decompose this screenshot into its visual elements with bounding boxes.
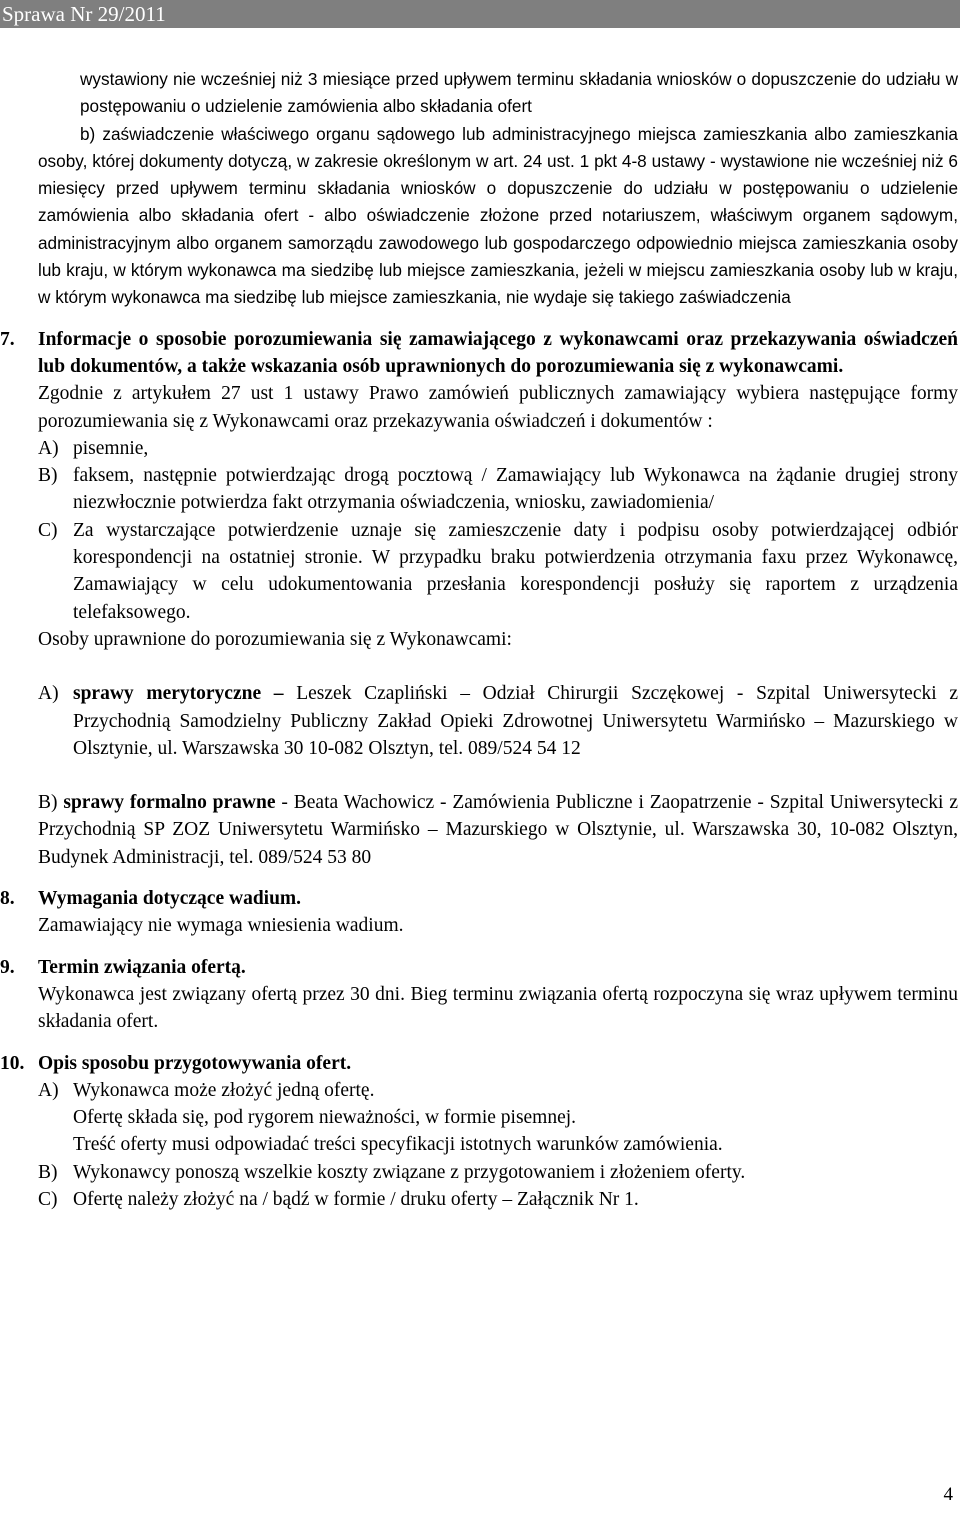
section-7-item-a (38, 435, 958, 462)
section-10-item-a-line-2: Ofertę składa się, pod rygorem nieważności, w formie pisemnej. (73, 1107, 577, 1129)
item-text: Wykonawca może złożyć jedną ofertę. (73, 1079, 375, 1101)
section-10-item-c (38, 1186, 958, 1213)
section-9-number: 9. (0, 956, 15, 978)
section-10 (0, 1050, 958, 1214)
intro-paragraph-a: wystawiony nie wcześniej niż 3 miesiące przed upływem terminu składania wniosków o dopuszczenie do udziału w postępowaniu o udzielenie zamówienia albo składania ofert (80, 69, 958, 117)
persons-label: Osoby uprawnione do porozumiewania się z Wykonawcami: (38, 628, 512, 650)
section-7-number: 7. (0, 328, 15, 350)
section-10-number: 10. (0, 1052, 25, 1074)
contact-details: - Beata Wachowicz - Zamówienia Publiczne i Zaopatrzenie - Szpital Uniwersytecki z Przychodnią SP ZOZ Uniwersytetu Warmińsko – Mazurskiego w Olsztynie, ul. Warszawska 30, 10-082 Olsztyn, Budynek Administracji, tel. 089/524 53 80 (38, 792, 958, 868)
item-text: Za wystarczające potwierdzenie uznaje się zamieszczenie daty i podpisu osoby potwierdzającej odbiór korespondencji na ostatniej stronie. W przypadku braku potwierdzenia otrzymania faxu przez Wykonawcę, Zamawiający w celu udokumentowania przesłania korespondencji posłuży się raportem z urządzenia telefaksowego. (73, 519, 958, 623)
item-marker: B) (38, 465, 58, 487)
intro-block (38, 66, 958, 312)
section-10-item-a-line-3: Treść oferty musi odpowiadać treści specyfikacji istotnych warunków zamówienia. (73, 1134, 723, 1156)
section-9-heading: Termin związania ofertą. (38, 956, 246, 978)
section-7-item-c (38, 517, 958, 626)
item-text: pisemnie, (73, 437, 149, 459)
contact-role: sprawy formalno prawne (63, 792, 276, 814)
item-marker: A) (38, 437, 59, 459)
item-marker: B) (38, 1161, 58, 1183)
document-body (0, 66, 958, 1213)
section-8-text: Zamawiający nie wymaga wniesienia wadium. (38, 915, 404, 937)
section-8-number: 8. (0, 888, 15, 910)
contact-details: Leszek Czapliński – Odział Chirurgii Szczękowej - Szpital Uniwersytecki z Przychodnią Samodzielny Publiczny Zakład Opieki Zdrowotnej Uniwersytetu Warmińsko – Mazurskiego w Olsztynie, ul. Warszawska 30 10-082 Olsztyn, tel. 089/524 54 12 (73, 683, 958, 759)
item-text: Wykonawcy ponoszą wszelkie koszty związane z przygotowaniem i złożeniem oferty. (73, 1161, 746, 1183)
section-9 (0, 954, 958, 1036)
section-9-text: Wykonawca jest związany ofertą przez 30 dni. Bieg terminu związania ofertą rozpoczyna się wraz upływem terminu składania ofert. (38, 983, 958, 1033)
section-10-item-a (38, 1077, 958, 1104)
section-10-item-b (38, 1159, 958, 1186)
item-marker: A) (38, 683, 59, 705)
item-marker: C) (38, 519, 58, 541)
section-7-paragraph: Zgodnie z artykułem 27 ust 1 ustawy Prawo zamówień publicznych zamawiający wybiera następujące formy porozumiewania się z Wykonawcami oraz przekazywania oświadczeń i dokumentów : (38, 383, 958, 432)
item-marker: B) (38, 792, 58, 814)
contact-person-a (38, 680, 958, 762)
header-title: Sprawa Nr 29/2011 (2, 2, 166, 26)
page-header (0, 0, 960, 28)
section-7-item-b (38, 462, 958, 517)
page-number: 4 (943, 1484, 953, 1505)
item-text: faksem, następnie potwierdzając drogą pocztową / Zamawiający lub Wykonawca na żądanie drugiej strony niezwłocznie potwierdza fakt otrzymania oświadczenia, wniosku, zawiadomienia/ (73, 465, 958, 514)
item-marker: C) (38, 1188, 58, 1210)
section-8 (0, 885, 958, 940)
section-8-heading: Wymagania dotyczące wadium. (38, 888, 302, 910)
contact-role: sprawy merytoryczne – (73, 683, 284, 705)
section-7 (0, 326, 958, 871)
section-7-heading: Informacje o sposobie porozumiewania się zamawiającego z wykonawcami oraz przekazywania oświadczeń lub dokumentów, a także wskazania osób uprawnionych do porozumiewania się z wykonawcami. (38, 328, 958, 377)
section-10-heading: Opis sposobu przygotowywania ofert. (38, 1052, 352, 1074)
contact-person-b (38, 789, 958, 871)
item-marker: A) (38, 1079, 59, 1101)
item-text: Ofertę należy złożyć na / bądź w formie / druku oferty – Załącznik Nr 1. (73, 1188, 639, 1210)
intro-paragraph-b: b) zaświadczenie właściwego organu sądowego lub administracyjnego miejsca zamieszkania albo zamieszkania osoby, której dokumenty dotyczą, w zakresie określonym w art. 24 ust. 1 pkt 4-8 ustawy - wystawione nie wcześniej niż 6 miesięcy przed upływem terminu składania wniosków o dopuszczenie do udziału w postępowaniu o udzielenie zamówienia albo składania ofert - albo oświadczenie złożone przed notariuszem, właściwym organem sądowym, administracyjnym albo organem samorządu zawodowego lub gospodarczego odpowiednio miejsca zamieszkania osoby lub kraju, w którym wykonawca ma siedzibę lub miejsce zamieszkania, jeżeli w miejscu zamieszkania osoby lub w kraju, w którym wykonawca ma siedzibę lub miejsce zamieszkania, nie wydaje się takiego zaświadczenia (38, 123, 958, 308)
